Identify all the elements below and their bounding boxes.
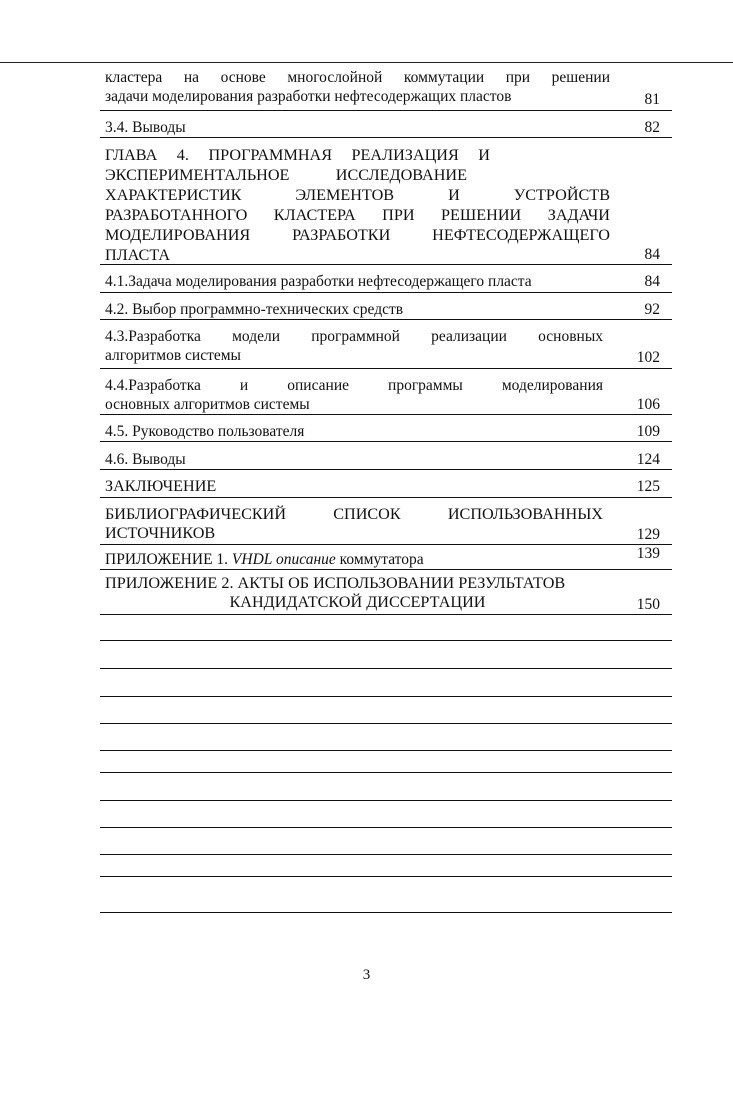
toc-entry	[100, 477, 672, 498]
toc-entry	[100, 450, 672, 470]
toc-entry-title	[105, 550, 610, 569]
toc-entry-title-line: МОДЕЛИРОВАНИЯ РАЗРАБОТКИ НЕФТЕСОДЕРЖАЩЕГО	[105, 226, 610, 244]
toc-entry-title	[105, 450, 610, 469]
toc-entry-title	[105, 477, 610, 496]
toc-entry-page: 124	[636, 451, 660, 468]
toc-entry-title	[105, 272, 610, 291]
toc-entry-title-line: алгоритмов системы	[105, 347, 241, 364]
toc-entry-title-line: РАЗРАБОТАННОГО КЛАСТЕРА ПРИ РЕШЕНИИ ЗАДАЧИ	[105, 206, 610, 224]
toc-entry-title-line: 4.4.Разработка и описание программы моделирования	[105, 377, 603, 394]
toc-entry-title	[105, 68, 610, 106]
toc-entry-page: 109	[636, 423, 660, 440]
toc-entry-title	[105, 574, 610, 612]
toc-entry	[100, 327, 672, 369]
toc-entry-page: 102	[636, 349, 660, 366]
toc-entry-title-line: КАНДИДАТСКОЙ ДИССЕРТАЦИИ	[229, 593, 486, 611]
blank-rule	[100, 772, 672, 773]
toc-entry-page: 84	[644, 273, 660, 290]
blank-rule	[100, 912, 672, 913]
toc-entry-title-line: 4.6. Выводы	[105, 451, 186, 468]
toc-entry	[100, 574, 672, 615]
toc-entry-title-line: 3.4. Выводы	[105, 119, 186, 136]
blank-rule	[100, 750, 672, 751]
toc-entry-page: 82	[644, 119, 660, 136]
toc-entry-title-line: 4.2. Выбор программно-технических средств	[105, 301, 404, 318]
toc-entry	[100, 422, 672, 442]
blank-rule	[100, 854, 672, 855]
toc-entry-title-line: кластера на основе многослойной коммутации при решении	[105, 69, 610, 86]
toc-entry-title-line: 4.3.Разработка модели программной реализации основных	[105, 328, 603, 345]
toc-entry-title-line: ХАРАКТЕРИСТИК ЭЛЕМЕНТОВ И УСТРОЙСТВ	[105, 186, 610, 204]
toc-entry	[100, 300, 672, 320]
toc-entry-title-line: ГЛАВА 4. ПРОГРАММНАЯ РЕАЛИЗАЦИЯ И	[105, 146, 490, 164]
toc-entry-title-line: задачи моделирования разработки нефтесодержащих пластов	[105, 88, 512, 105]
blank-rule	[100, 876, 672, 877]
toc-entry	[100, 272, 672, 293]
toc-entry	[100, 376, 672, 415]
toc-entry-title	[105, 376, 603, 414]
blank-rule	[100, 827, 672, 828]
toc-entry	[100, 68, 672, 111]
toc-entry-title-line: ПРИЛОЖЕНИЕ 1. VHDL описание коммутатора	[105, 551, 424, 568]
toc-entry	[100, 145, 672, 265]
toc-entry-page: 125	[636, 478, 660, 495]
toc-entry-page: 84	[644, 246, 660, 263]
toc-entry-title-line: ИСТОЧНИКОВ	[105, 524, 216, 542]
toc-entry-page: 81	[644, 91, 660, 108]
toc-entry-title-line: 4.5. Руководство пользователя	[105, 423, 305, 440]
toc-entry-title-line: основных алгоритмов системы	[105, 396, 310, 413]
toc-entry-page: 106	[636, 396, 660, 413]
toc-entry-title	[105, 300, 610, 319]
blank-rule	[100, 668, 672, 669]
toc-entry-page: 139	[636, 545, 660, 562]
toc-entry-title-line: ЭКСПЕРИМЕНТАЛЬНОЕ ИССЛЕДОВАНИЕ	[105, 166, 467, 184]
toc-entry-page: 129	[636, 526, 660, 543]
toc-entry-title-line: БИБЛИОГРАФИЧЕСКИЙ СПИСОК ИСПОЛЬЗОВАННЫХ	[105, 505, 603, 523]
toc-entry-title	[105, 145, 610, 265]
toc-entry	[100, 544, 672, 570]
toc-entry	[100, 118, 672, 138]
toc-entry-title-line: ЗАКЛЮЧЕНИЕ	[105, 477, 217, 495]
page-number: 3	[362, 967, 371, 983]
toc-entry-page: 92	[644, 301, 660, 318]
toc-entry-title-line: 4.1.Задача моделирования разработки нефтесодержащего пласта	[105, 273, 532, 290]
toc-entry-title	[105, 505, 603, 543]
toc-entry-title	[105, 327, 603, 365]
toc-entry-title	[105, 422, 610, 441]
toc-entry-page: 150	[636, 596, 660, 613]
toc-entry-title-line: ПЛАСТА	[105, 246, 171, 264]
toc-entry-title-line: ПРИЛОЖЕНИЕ 2. АКТЫ ОБ ИСПОЛЬЗОВАНИИ РЕЗУЛЬТАТОВ	[105, 574, 566, 592]
toc-entry-title	[105, 118, 610, 137]
blank-rule	[100, 640, 672, 641]
blank-rule	[100, 800, 672, 801]
blank-rule	[100, 723, 672, 724]
toc-entry	[100, 505, 672, 545]
blank-rule	[100, 696, 672, 697]
